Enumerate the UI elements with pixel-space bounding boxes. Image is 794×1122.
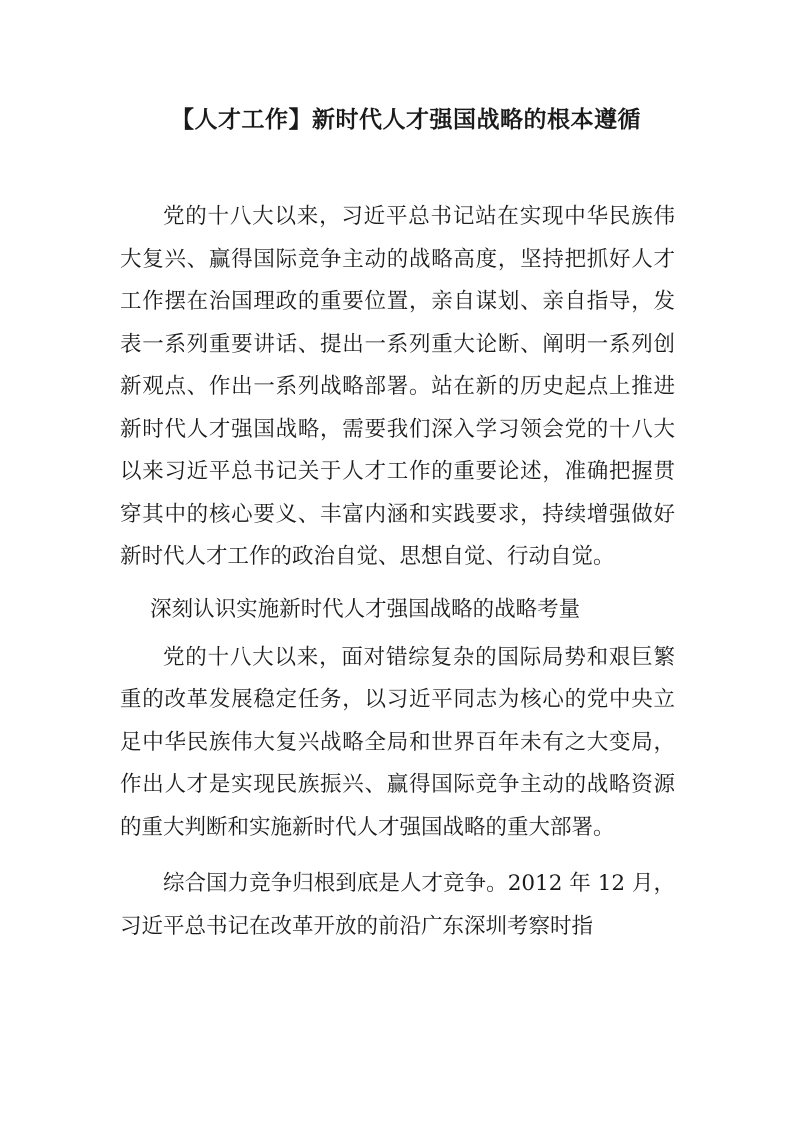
paragraph-intro: 党的十八大以来，习近平总书记站在实现中华民族伟大复兴、赢得国际竞争主动的战略高度，坚持把抓好人才工作摆在治国理政的重要位置，亲自谋划、亲自指导，发表一系列重要讲话、提出一系列重大论断、阐明一系列创新观点、作出一系列战略部署。站在新的历史起点上推进新时代人才强国战略，需要我们深入学习领会党的十八大以来习近平总书记关于人才工作的重要论述，准确把握贯穿其中的核心要义、丰富内涵和实践要求，持续增强做好新时代人才工作的政治自觉、思想自觉、行动自觉。 <box>120 204 675 569</box>
paragraph-strategy: 党的十八大以来，面对错综复杂的国际局势和艰巨繁重的改革发展稳定任务，以习近平同志为核心的党中央立足中华民族伟大复兴战略全局和世界百年未有之大变局，作出人才是实现民族振兴、赢得国际竞争主动的战略资源的重大判断和实施新时代人才强国战略的重大部署。 <box>120 644 675 840</box>
document-body <box>120 196 675 948</box>
paragraph-competition: 综合国力竞争归根到底是人才竞争。2012 年 12 月，习近平总书记在改革开放的前沿广东深圳考察时指 <box>120 871 675 939</box>
section-heading: 深刻认识实施新时代人才强国战略的战略考量 <box>150 596 581 622</box>
document-title: 【人才工作】新时代人才强国战略的根本遵循 <box>171 107 641 133</box>
